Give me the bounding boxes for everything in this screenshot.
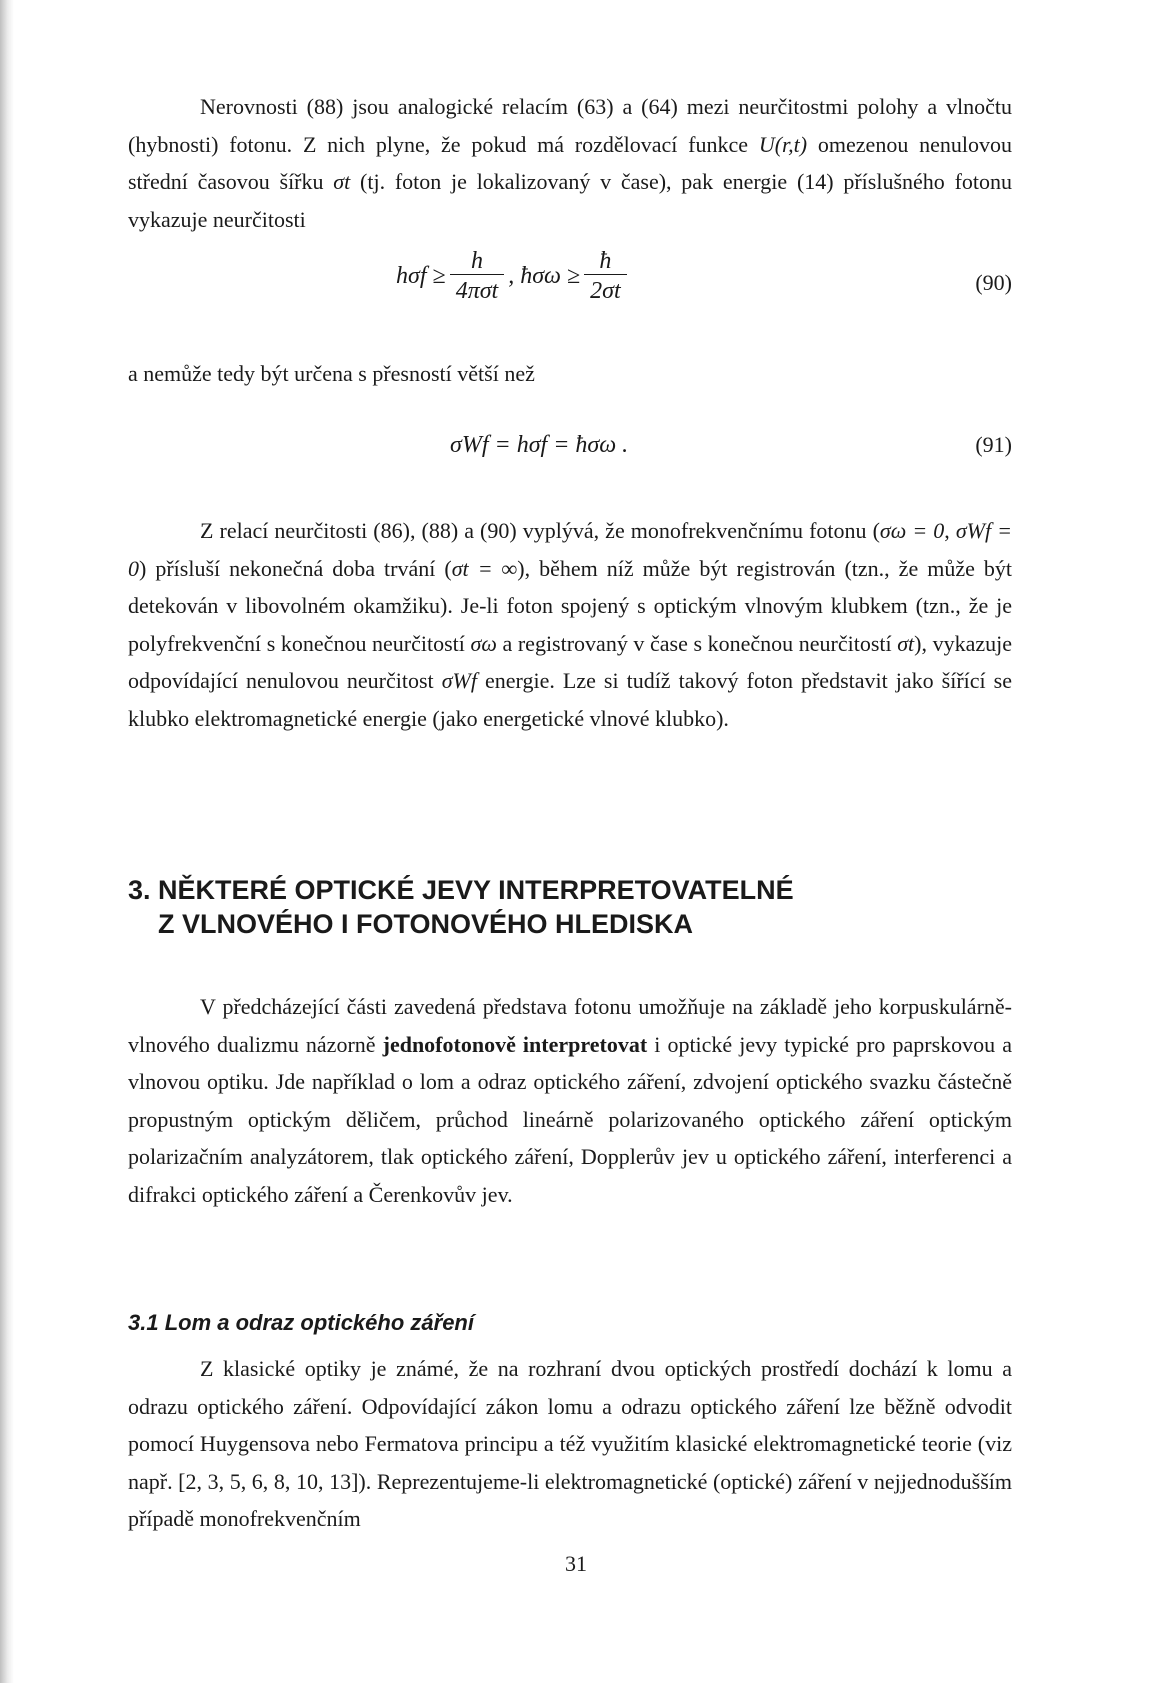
paragraph-refraction-reflection: Z klasické optiky je známé, že na rozhraní dvou optických prostředí dochází k lomu a odrazu optického záření. Odpovídající zákon lomu a odrazu optického záření lze běžně odvodit pomocí Huygensova nebo Fermatova principu a též využitím klasické elektromagnetické teorie (viz např. [2, 3, 5, 6, 8, 10, 13]). Reprezentujeme-li elektromagnetické (optické) záření v nejjednodušším případě monofrekvenčním bbox=[128, 1356, 1012, 1531]
subsection-heading: 3.1 Lom a odraz optického záření bbox=[128, 1310, 474, 1335]
section-title-line-2: Z VLNOVÉHO I FOTONOVÉHO HLEDISKA bbox=[158, 909, 694, 939]
eq90-fraction-2: $\frac{ħ}{2\sigma t}$ bbox=[584, 248, 627, 305]
equation-number-91: (91) bbox=[975, 432, 1012, 457]
eq90-fraction-1: $\frac{h}{\text{4πσt}}$ bbox=[450, 248, 505, 305]
page-number: 31 bbox=[565, 1551, 587, 1576]
paragraph-uncertainty-relations: Z relací neurčitosti (86), (88) a (90) vyplývá, že monofrekvenčnímu fotonu (σω = 0, σWf = 0) přísluší nekonečná doba trvání (σt = ∞), během níž může být registrován (tzn., že může být detekován v libovolném okamžiku). Je-li foton spojený s optickým vlnovým klubkem (tzn., že je polyfrekvenční s konečnou neurčitostí σω a registrovaný v čase s konečnou neurčitostí σt), vykazuje odpovídající nenulovou neurčitost σWf energie. Lze si tudíž takový foton představit jako šířící se klubko elektromagnetické energie (jako energetické vlnové klubko). bbox=[128, 518, 1013, 731]
eq91-expression: σWf = hσf = ħσω . bbox=[450, 432, 629, 458]
section-title-line-1: NĚKTERÉ OPTICKÉ JEVY INTERPRETOVATELNÉ bbox=[158, 875, 794, 905]
paragraph-photon-interpretation: V předcházející části zavedená představa fotonu umožňuje na základě jeho korpuskulárně-vlnového dualizmu názorně jednofotonově interpretovat i optické jevy typické pro paprskovou a vlnovou optiku. Jde například o lom a odraz optického záření, zdvojení optického svazku částečně propustným optickým děličem, průchod lineárně polarizovaného optického záření optickým polarizačním analyzátorem, tlak optického záření, Dopplerův jev u optického záření, interferenci a difrakci optického záření a Čerenkovův jev. bbox=[128, 994, 1012, 1207]
eq90-middle: , ħσω ≥ bbox=[508, 263, 581, 289]
section-number: 3. bbox=[128, 875, 151, 905]
paragraph-precision: a nemůže tedy být určena s přesností větší než bbox=[128, 361, 535, 386]
math-sigma-t: σt bbox=[333, 169, 351, 194]
scan-edge-shadow bbox=[0, 0, 14, 1683]
bold-term: jednofotonově interpretovat bbox=[382, 1031, 648, 1057]
equation-number-90: (90) bbox=[975, 270, 1012, 295]
section-heading bbox=[128, 873, 1012, 941]
equation-91 bbox=[128, 432, 1012, 472]
equation-90 bbox=[128, 248, 1012, 338]
eq90-lhs: hσf ≥ bbox=[396, 263, 446, 289]
paragraph-inequalities-intro: Nerovnosti (88) jsou analogické relacím (63) a (64) mezi neurčitostmi polohy a vlnočtu (hybnosti) fotonu. Z nich plyne, že pokud má rozdělovací funkce U(r,t) omezenou nenulovou střední časovou šířku σt (tj. foton je lokalizovaný v čase), pak energie (14) příslušného fotonu vykazuje neurčitosti bbox=[128, 94, 1013, 232]
math-function-U: U(r,t) bbox=[758, 131, 808, 157]
